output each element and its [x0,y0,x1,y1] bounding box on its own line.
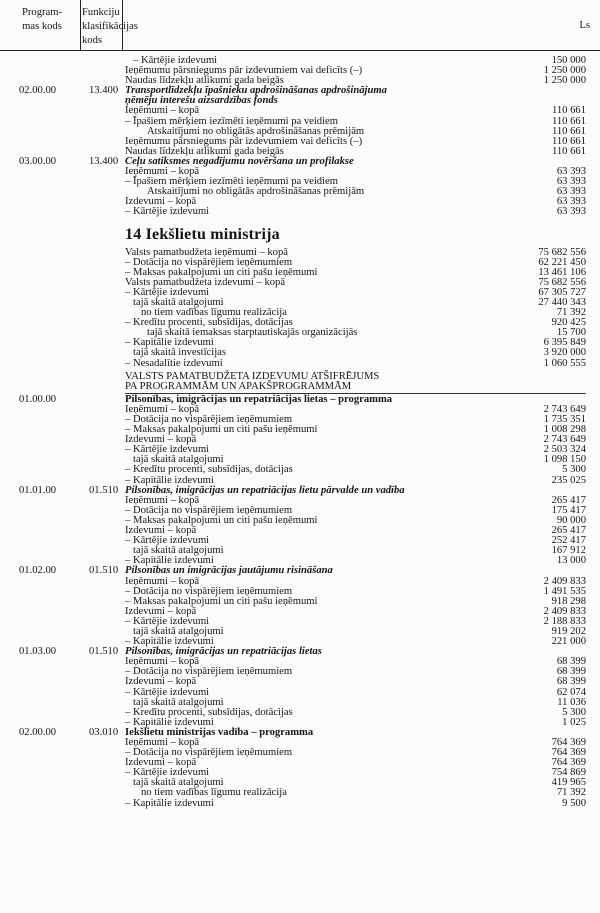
row-amount: 252 417 [551,535,586,547]
header-function-code [82,6,182,48]
row-label: tajā skaitā atalgojumi [133,296,224,308]
table-row [0,516,600,526]
row-label: – Maksas pakalpojumi un citi pašu ieņēmumi [125,266,318,278]
row-label: Pilsonības, imigrācijas un repatriācijas lietas [125,646,322,658]
program-code: 02.00.00 [19,85,57,97]
row-amount: 1 025 [562,716,586,728]
table-row [0,778,600,788]
row-amount: 71 392 [556,787,586,799]
row-amount: 9 500 [562,797,586,809]
row-label: Ieņēmumu pārsniegums pār izdevumiem vai deficīts (–) [125,65,363,77]
row-label: tajā skaitā investīcijas [133,347,226,359]
row-amount: 419 965 [551,777,586,789]
table-row [0,298,600,308]
row-label: Ieņēmumi – kopā [125,403,200,415]
subheading-row [0,382,600,392]
row-label: Atskaitījumi no obligātās apdrošināšanas prēmijām [147,186,365,198]
table-row [0,86,600,96]
function-code: 03.010 [89,726,119,738]
row-amount: 68 399 [556,666,586,678]
row-label: – Maksas pakalpojumi un citi pašu ieņēmumi [125,595,318,607]
table-row [0,248,600,258]
function-code: 01.510 [89,646,119,658]
table-row [0,788,600,798]
row-amount: 5 300 [562,706,586,718]
row-label: – Kredītu procenti, subsīdijas, dotācijas [125,706,293,718]
table-row [0,617,600,627]
table-row [0,728,600,738]
row-amount: 265 417 [551,494,586,506]
row-amount: 1 735 351 [543,414,586,425]
row-amount: 2 743 649 [543,434,586,446]
row-amount: 13 461 106 [538,266,586,278]
function-code: 13.400 [89,155,119,167]
row-label: Izdevumi – kopā [125,605,197,617]
table-row [0,748,600,758]
table-row [0,435,600,445]
row-label: Valsts pamatbudžeta izdevumi – kopā [125,276,286,288]
row-amount: 110 661 [551,145,586,157]
row-label: – Kārtējie izdevumi [125,535,210,547]
table-row [0,308,600,318]
row-label: Ieņēmumu pārsniegums pār izdevumiem vai deficīts (–) [125,135,363,147]
row-amount: 75 682 556 [538,246,586,258]
row-amount: 764 369 [551,737,586,748]
row-amount: 63 393 [556,206,586,218]
row-amount: 2 503 324 [543,444,586,456]
row-amount: 63 393 [556,166,586,178]
row-label: Izdevumi – kopā [125,525,197,537]
row-label: – Īpašiem mērķiem iezīmēti ieņēmumi pa veidiem [125,115,338,127]
row-amount: 3 920 000 [543,347,586,359]
row-label: Ieņēmumi – kopā [125,575,200,587]
table-row [0,698,600,708]
row-label: – Kārtējie izdevumi [125,686,210,698]
row-label: – Kārtējie izdevumi [125,286,210,298]
row-amount: 1 491 535 [543,585,586,597]
table-body [0,56,600,809]
table-row [0,677,600,687]
row-amount: 167 912 [551,545,586,557]
row-label: – Maksas pakalpojumi un citi pašu ieņēmumi [125,514,318,526]
table-row [0,597,600,607]
row-label: – Īpašiem mērķiem iezīmēti ieņēmumi pa veidiem [125,176,338,188]
row-label: – Kapitālie izdevumi [125,337,214,349]
row-amount: 235 025 [551,474,586,486]
table-row [0,667,600,677]
row-label: – Nesadalītie izdevumi [125,357,223,369]
table-row [0,657,600,667]
row-label: – Kapitālie izdevumi [125,474,214,486]
row-label: Pilsonības, imigrācijas un repatriācijas lietas – programma [125,393,393,405]
row-amount: 110 661 [551,135,586,147]
row-amount: 62 074 [556,686,586,698]
function-code: 01.510 [89,565,119,577]
table-row [0,768,600,778]
row-label: – Dotācija no vispārējiem ieņēmumiem [125,585,293,597]
table-row [0,455,600,465]
table-row [0,197,600,207]
function-code: 01.510 [89,484,119,496]
table-row [0,288,600,298]
row-label: Ieņēmumi – kopā [125,737,200,748]
row-label: Izdevumi – kopā [125,757,197,769]
row-label: Naudas līdzekļu atlikumi gada beigās [125,75,284,87]
row-amount: 63 393 [556,186,586,198]
row-amount: 764 369 [551,747,586,759]
table-row [0,526,600,536]
table-row [0,359,600,369]
row-label: – Dotācija no vispārējiem ieņēmumiem [125,666,293,678]
row-label: – Dotācija no vispārējiem ieņēmumiem [125,747,293,759]
row-label: Izdevumi – kopā [125,676,197,688]
header-currency: Ls [579,20,590,31]
row-amount: 2 409 833 [543,575,586,587]
row-amount: 67 305 727 [538,286,586,298]
row-amount: 150 000 [551,55,586,66]
row-label: – Dotācija no vispārējiem ieņēmumiem [125,414,293,425]
row-label: tajā skaitā atalgojumi [133,777,224,789]
program-code: 03.00.00 [19,155,57,167]
row-label: Ieņēmumi – kopā [125,656,200,668]
program-code: 02.00.00 [19,726,57,738]
header-divider [80,0,81,50]
row-label: ņēmēju interešu aizsardzības fonds [125,95,278,107]
row-amount: 27 440 343 [538,296,586,308]
row-amount: 920 425 [551,317,586,329]
table-row [0,207,600,217]
table-row [0,348,600,358]
row-label: – Dotācija no vispārējiem ieņēmumiem [125,504,293,516]
table-row [0,607,600,617]
table-row [0,405,600,415]
row-label: Izdevumi – kopā [125,434,197,446]
rows-programs [0,395,600,809]
row-amount: 110 661 [551,115,586,127]
table-row [0,708,600,718]
table-row [0,187,600,197]
table-row [0,338,600,348]
row-label: – Kapitālie izdevumi [125,716,214,728]
row-amount: 90 000 [556,514,586,526]
row-amount: 175 417 [551,504,586,516]
rows-top [0,56,600,218]
row-label: – Kapitālie izdevumi [125,797,214,809]
row-amount: 265 417 [551,525,586,537]
row-label: – Dotācija no vispārējiem ieņēmumiem [125,256,293,268]
row-label: Transportlīdzekļu īpašnieku apdrošināšanas apdrošinājuma [125,85,387,97]
row-amount: 63 393 [556,176,586,188]
header-program-code-text: Program- mas kods [21,7,62,32]
subheading-line-1: VALSTS PAMATBUDŽETA IZDEVUMU ATŠIFRĒJUMS [125,370,380,382]
row-amount: 1 008 298 [543,424,586,436]
row-label: Ieņēmumi – kopā [125,105,200,117]
row-label: Ieņēmumi – kopā [125,494,200,506]
row-amount: 2 409 833 [543,605,586,617]
row-amount: 6 395 849 [543,337,586,349]
rows-summary [0,248,600,369]
table-row [0,395,600,405]
row-label: – Kapitālie izdevumi [125,636,214,648]
table-row [0,577,600,587]
table-row [0,647,600,657]
table-row [0,465,600,475]
row-label: – Kārtējie izdevumi [125,206,210,218]
row-label: Naudas līdzekļu atlikumi gada beigās [125,145,284,157]
table-row [0,566,600,576]
row-label: Pilsonības, imigrācijas un repatriācijas lietu pārvalde un vadība [125,484,405,496]
row-amount: 13 000 [556,555,586,567]
table-row [0,66,600,76]
table-row [0,96,600,106]
row-label: – Maksas pakalpojumi un citi pašu ieņēmumi [125,424,318,436]
row-amount: 919 202 [551,625,586,637]
table-row [0,137,600,147]
table-row [0,278,600,288]
table-row [0,758,600,768]
header-divider [122,0,123,50]
table-row [0,268,600,278]
row-amount: 2 188 833 [543,615,586,627]
row-label: – Kārtējie izdevumi [125,767,210,779]
row-amount: 62 221 450 [538,256,586,268]
row-amount: 5 300 [562,464,586,476]
row-amount: 68 399 [556,656,586,668]
table-header [0,0,600,51]
row-amount: 2 743 649 [543,403,586,415]
row-amount: 15 700 [556,327,586,339]
program-code: 01.02.00 [19,565,57,577]
row-label: tajā skaitā atalgojumi [133,545,224,557]
program-code: 01.01.00 [19,484,57,496]
row-label: no tiem vadības līgumu realizācija [141,307,287,319]
table-row [0,738,600,748]
row-label: Ceļu satiksmes negadījumu novēršana un profilakse [125,155,354,167]
table-row [0,157,600,167]
row-amount: 68 399 [556,676,586,688]
table-row [0,328,600,338]
program-code: 01.03.00 [19,646,57,658]
row-label: – Kredītu procenti, subsīdijas, dotācijas [125,317,293,329]
row-label: Izdevumi – kopā [125,196,197,208]
table-row [0,425,600,435]
row-label: Valsts pamatbudžeta ieņēmumi – kopā [125,246,288,258]
row-amount: 110 661 [551,125,586,137]
table-row [0,688,600,698]
row-amount: 1 060 555 [543,357,586,369]
row-amount: 1 250 000 [543,75,586,87]
row-label: – Kredītu procenti, subsīdijas, dotācijas [125,464,293,476]
header-function-code-text: Funkciju klasifikācijas kods [82,7,138,46]
row-amount: 75 682 556 [538,276,586,288]
table-row [0,799,600,809]
table-row [0,627,600,637]
program-code: 01.00.00 [19,393,57,405]
row-label: tajā skaitā atalgojumi [133,625,224,637]
table-row [0,496,600,506]
row-amount: 1 098 150 [543,454,586,466]
row-amount: 1 250 000 [543,65,586,77]
row-label: no tiem vadības līgumu realizācija [141,787,287,799]
row-label: Ieņēmumi – kopā [125,166,200,178]
row-label: – Kapitālie izdevumi [125,555,214,567]
row-label: Iekšlietu ministrijas vadība – programma [125,726,314,738]
row-amount: 221 000 [551,636,586,648]
row-amount: 754 869 [551,767,586,779]
row-label: – Kārtējie izdevumi [125,615,210,627]
row-label: – Kārtējie izdevumi [133,55,218,66]
function-code: 13.400 [89,85,119,97]
row-amount: 764 369 [551,757,586,769]
table-row [0,486,600,496]
row-label: Atskaitījumi no obligātās apdrošināšanas prēmijām [147,125,365,137]
subheading-line-2: PA PROGRAMMĀM UN APAKŠPROGRAMMĀM [125,380,352,392]
row-amount: 63 393 [556,196,586,208]
section-heading [0,218,600,248]
header-program-code [8,6,76,34]
row-label: tajā skaitā atalgojumi [133,454,224,466]
row-amount: 11 036 [557,696,586,708]
row-label: tajā skaitā atalgojumi [133,696,224,708]
row-amount: 110 661 [551,105,586,117]
table-row [0,445,600,455]
table-row [0,546,600,556]
row-label: Pilsonības un imigrācijas jautājumu risināšana [125,565,333,577]
row-amount: 71 392 [556,307,586,319]
row-label: – Kārtējie izdevumi [125,444,210,456]
row-amount: 918 298 [551,595,586,607]
table-row [0,536,600,546]
row-label: tajā skaitā iemaksas starptautiskajās organizācijās [147,327,358,339]
ministry-title: 14 Iekšlietu ministrija [125,225,280,243]
